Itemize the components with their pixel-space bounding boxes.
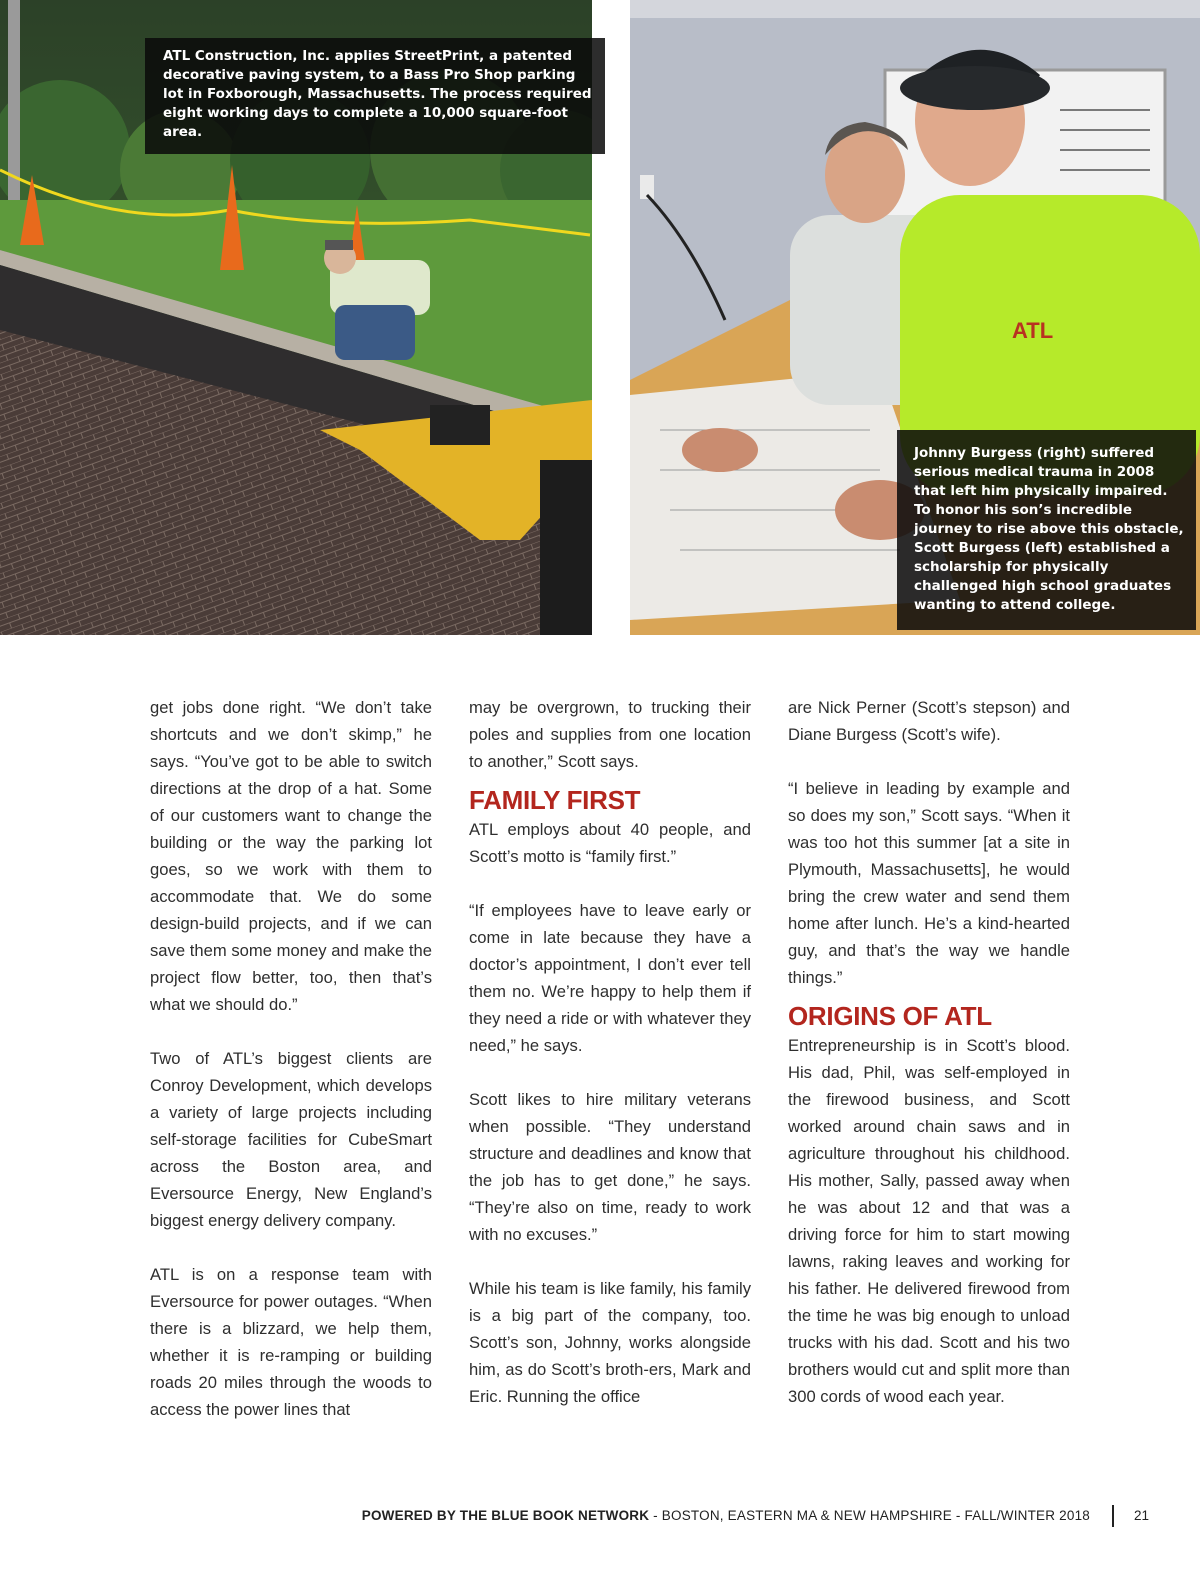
article-column-2 — [469, 694, 751, 1410]
caption-text: ATL Construction, Inc. applies StreetPrint, a patented decorative paving system, to a Bass Pro Shop parking lot in Foxborough, Massachusetts. The process required eight working days to complete a 10,000 square-foot area. — [163, 48, 592, 140]
paragraph: Scott likes to hire military veterans when possible. “They understand structure and deadlines and know that the job has to get done,” he says. “They’re also on time, ready to work with no excuses.” — [469, 1090, 751, 1244]
paragraph: “I believe in leading by example and so does my son,” Scott says. “When it was too hot this summer [at a site in Plymouth, Massachusetts], he would bring the crew water and send them home after lunch. He’s a kind-hearted guy, and that’s the way we handle things.” — [788, 779, 1070, 987]
footer-edition: - BOSTON, EASTERN MA & NEW HAMPSHIRE - FALL/WINTER 2018 — [649, 1508, 1090, 1523]
paragraph: may be overgrown, to trucking their poles and supplies from one location to another,” Scott says. — [469, 698, 751, 771]
page-footer — [0, 1508, 1090, 1523]
section-heading: ORIGINS OF ATL — [788, 1001, 992, 1031]
paragraph: ATL is on a response team with Eversource for power outages. “When there is a blizzard, we help them, whether it is re-ramping or building roads 20 miles through the woods to access the power lines that — [150, 1265, 432, 1419]
paragraph: While his team is like family, his family is a big part of the company, too. Scott’s son, Johnny, works alongside him, as do Scott’s broth-ers, Mark and Eric. Running the office — [469, 1279, 751, 1406]
photo-caption-burgess — [897, 430, 1196, 630]
shirt-logo: ATL — [1012, 318, 1054, 343]
paragraph: get jobs done right. “We don’t take shortcuts and we don’t skimp,” he says. “You’ve got to be able to switch directions at the drop of a hat. Some of our customers want to change the building or the way the parking lot goes, so we work with them to accommodate that. We do some design-build projects, and if we can save them some money and make the project flow better, too, then that’s what we should do.” — [150, 698, 432, 1014]
caption-text: Johnny Burgess (right) suffered serious medical trauma in 2008 that left him physically impaired. To honor his son’s incredible journey to rise above this obstacle, Scott Burgess (left) established a scholarship for physically challenged high school graduates wanting to attend college. — [914, 445, 1184, 613]
paragraph: Entrepreneurship is in Scott’s blood. His dad, Phil, was self-employed in the firewood business, and Scott worked around chain saws and in agriculture throughout his childhood. His mother, Sally, passed away when he was about 12 and that was a driving force for him to start mowing lawns, raking leaves and working for his father. He delivered firewood from the time he was big enough to unload trucks with his dad. Scott and his two brothers would cut and split more than 300 cords of wood each year. — [788, 1036, 1070, 1406]
page-number: 21 — [1134, 1508, 1150, 1523]
paragraph: Two of ATL’s biggest clients are Conroy Development, which develops a variety of large projects including self-storage facilities for CubeSmart across the Boston area, and Eversource Energy, New England’s biggest energy delivery company. — [150, 1049, 432, 1230]
paragraph: “If employees have to leave early or come in late because they have a doctor’s appointment, I don’t ever tell them no. We’re happy to help them if they need a ride or with whatever they need,” he says. — [469, 901, 751, 1055]
footer-brand: POWERED BY THE BLUE BOOK NETWORK — [361, 1508, 650, 1523]
paragraph: are Nick Perner (Scott’s stepson) and Diane Burgess (Scott’s wife). — [788, 698, 1070, 744]
photo-caption-paving — [145, 38, 605, 154]
section-heading: FAMILY FIRST — [469, 785, 641, 815]
article-column-3 — [788, 694, 1070, 1410]
article-column-1 — [150, 694, 432, 1423]
footer-divider — [1112, 1505, 1114, 1527]
paragraph: ATL employs about 40 people, and Scott’s motto is “family first.” — [469, 820, 751, 866]
